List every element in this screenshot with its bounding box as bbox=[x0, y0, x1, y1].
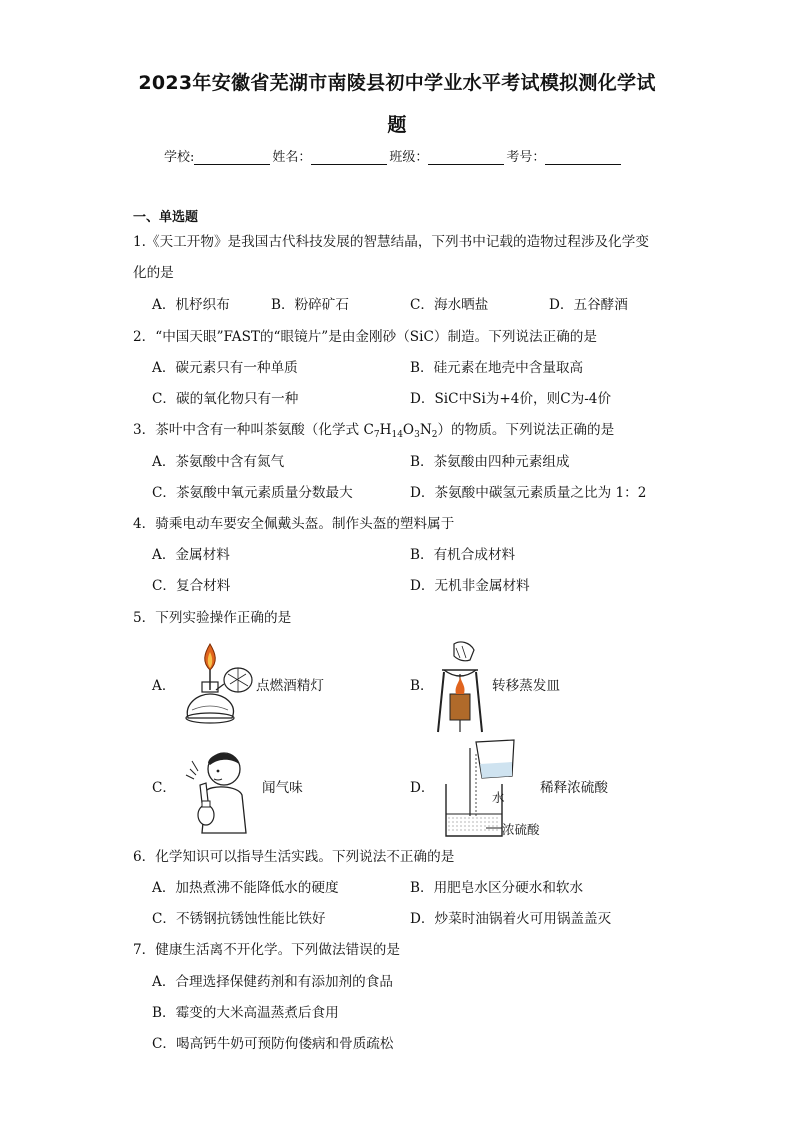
section-heading: 一、单选题 bbox=[133, 210, 199, 225]
number-blank[interactable] bbox=[545, 151, 621, 165]
q7-stem: 7．健康生活离不开化学。下列做法错误的是 bbox=[133, 942, 400, 958]
student-info-line bbox=[164, 146, 623, 165]
q1-option-c[interactable]: C．海水晒盐 bbox=[410, 297, 489, 313]
q5-option-b[interactable]: B． bbox=[410, 678, 434, 694]
number-label: 考号： bbox=[506, 150, 546, 165]
q1-stem-line1: 1.《天工开物》是我国古代科技发展的智慧结晶，下列书中记载的造物过程涉及化学变 bbox=[133, 234, 649, 250]
q5-option-a-caption: 点燃酒精灯 bbox=[256, 678, 324, 694]
q7-option-c[interactable]: C．喝高钙牛奶可预防佝偻病和骨质疏松 bbox=[152, 1036, 394, 1052]
q5-acid-label: 浓硫酸 bbox=[502, 822, 540, 837]
q2-option-b[interactable]: B．硅元素在地壳中含量取高 bbox=[410, 360, 584, 376]
smelling-gas-boy-illustration bbox=[180, 745, 260, 835]
q2-stem: 2．“中国天眼”FAST的“眼镜片”是由金刚砂（SiC）制造。下列说法正确的是 bbox=[133, 329, 597, 345]
q3-option-c[interactable]: C．茶氨酸中氧元素质量分数最大 bbox=[152, 485, 353, 501]
q5-water-label: 水 bbox=[492, 790, 505, 805]
q6-option-d[interactable]: D．炒菜时油锅着火可用锅盖盖灭 bbox=[410, 911, 612, 927]
q3-option-b[interactable]: B．茶氨酸由四种元素组成 bbox=[410, 454, 570, 470]
q1-option-d[interactable]: D．五谷酵酒 bbox=[549, 297, 628, 313]
q6-option-a[interactable]: A．加热煮沸不能降低水的硬度 bbox=[152, 880, 339, 896]
q1-option-a[interactable]: A．机杼织布 bbox=[152, 297, 230, 313]
school-label: 学校: bbox=[164, 150, 195, 165]
class-label: 班级： bbox=[389, 150, 429, 165]
q3-option-d[interactable]: D．茶氨酸中碳氢元素质量之比为 1：2 bbox=[410, 485, 647, 501]
school-blank[interactable] bbox=[194, 151, 270, 165]
q2-option-c[interactable]: C．碳的氧化物只有一种 bbox=[152, 391, 299, 407]
evaporating-dish-transfer-illustration bbox=[430, 638, 490, 734]
q1-stem-line2: 化的是 bbox=[133, 265, 174, 281]
q4-stem: 4．骑乘电动车要安全佩戴头盔。制作头盔的塑料属于 bbox=[133, 516, 455, 532]
q3-option-a[interactable]: A．茶氨酸中含有氮气 bbox=[152, 454, 285, 470]
q4-option-d[interactable]: D．无机非金属材料 bbox=[410, 578, 530, 594]
q4-option-a[interactable]: A．金属材料 bbox=[152, 547, 230, 563]
q5-option-c-caption: 闻气味 bbox=[262, 780, 303, 796]
q1-option-b[interactable]: B．粉碎矿石 bbox=[271, 297, 349, 313]
name-blank[interactable] bbox=[311, 151, 387, 165]
q7-option-a[interactable]: A．合理选择保健药剂和有添加剂的食品 bbox=[152, 974, 393, 990]
q5-option-b-caption: 转移蒸发皿 bbox=[492, 678, 560, 694]
q4-option-b[interactable]: B．有机合成材料 bbox=[410, 547, 516, 563]
name-label: 姓名： bbox=[272, 150, 312, 165]
alcohol-lamp-lighting-illustration bbox=[180, 638, 260, 726]
q4-option-c[interactable]: C．复合材料 bbox=[152, 578, 231, 594]
q2-option-a[interactable]: A．碳元素只有一种单质 bbox=[152, 360, 298, 376]
q6-option-b[interactable]: B．用肥皂水区分硬水和软水 bbox=[410, 880, 584, 896]
q5-option-d[interactable]: D． bbox=[410, 780, 435, 796]
q5-stem: 5．下列实验操作正确的是 bbox=[133, 610, 292, 626]
class-blank[interactable] bbox=[428, 151, 504, 165]
q2-option-d[interactable]: D．SiC中Si为+4价，则C为-4价 bbox=[410, 391, 612, 407]
page-title: 2023年安徽省芜湖市南陵县初中学业水平考试模拟测化学试 bbox=[138, 72, 656, 94]
q5-option-d-caption: 稀释浓硫酸 bbox=[540, 780, 608, 796]
q3-stem: 3．茶叶中含有一种叫茶氨酸（化学式 $C_7H_{14}O_3N_2$）的物质。下列说法正确的是 bbox=[133, 422, 615, 440]
q5-option-c[interactable]: C． bbox=[152, 780, 176, 796]
q6-option-c[interactable]: C．不锈钢抗锈蚀性能比铁好 bbox=[152, 911, 326, 927]
q7-option-b[interactable]: B．霉变的大米高温蒸煮后食用 bbox=[152, 1005, 339, 1021]
q6-stem: 6．化学知识可以指导生活实践。下列说法不正确的是 bbox=[133, 849, 455, 865]
q5-option-a[interactable]: A． bbox=[152, 678, 176, 694]
page-title-cont: 题 bbox=[387, 114, 407, 136]
